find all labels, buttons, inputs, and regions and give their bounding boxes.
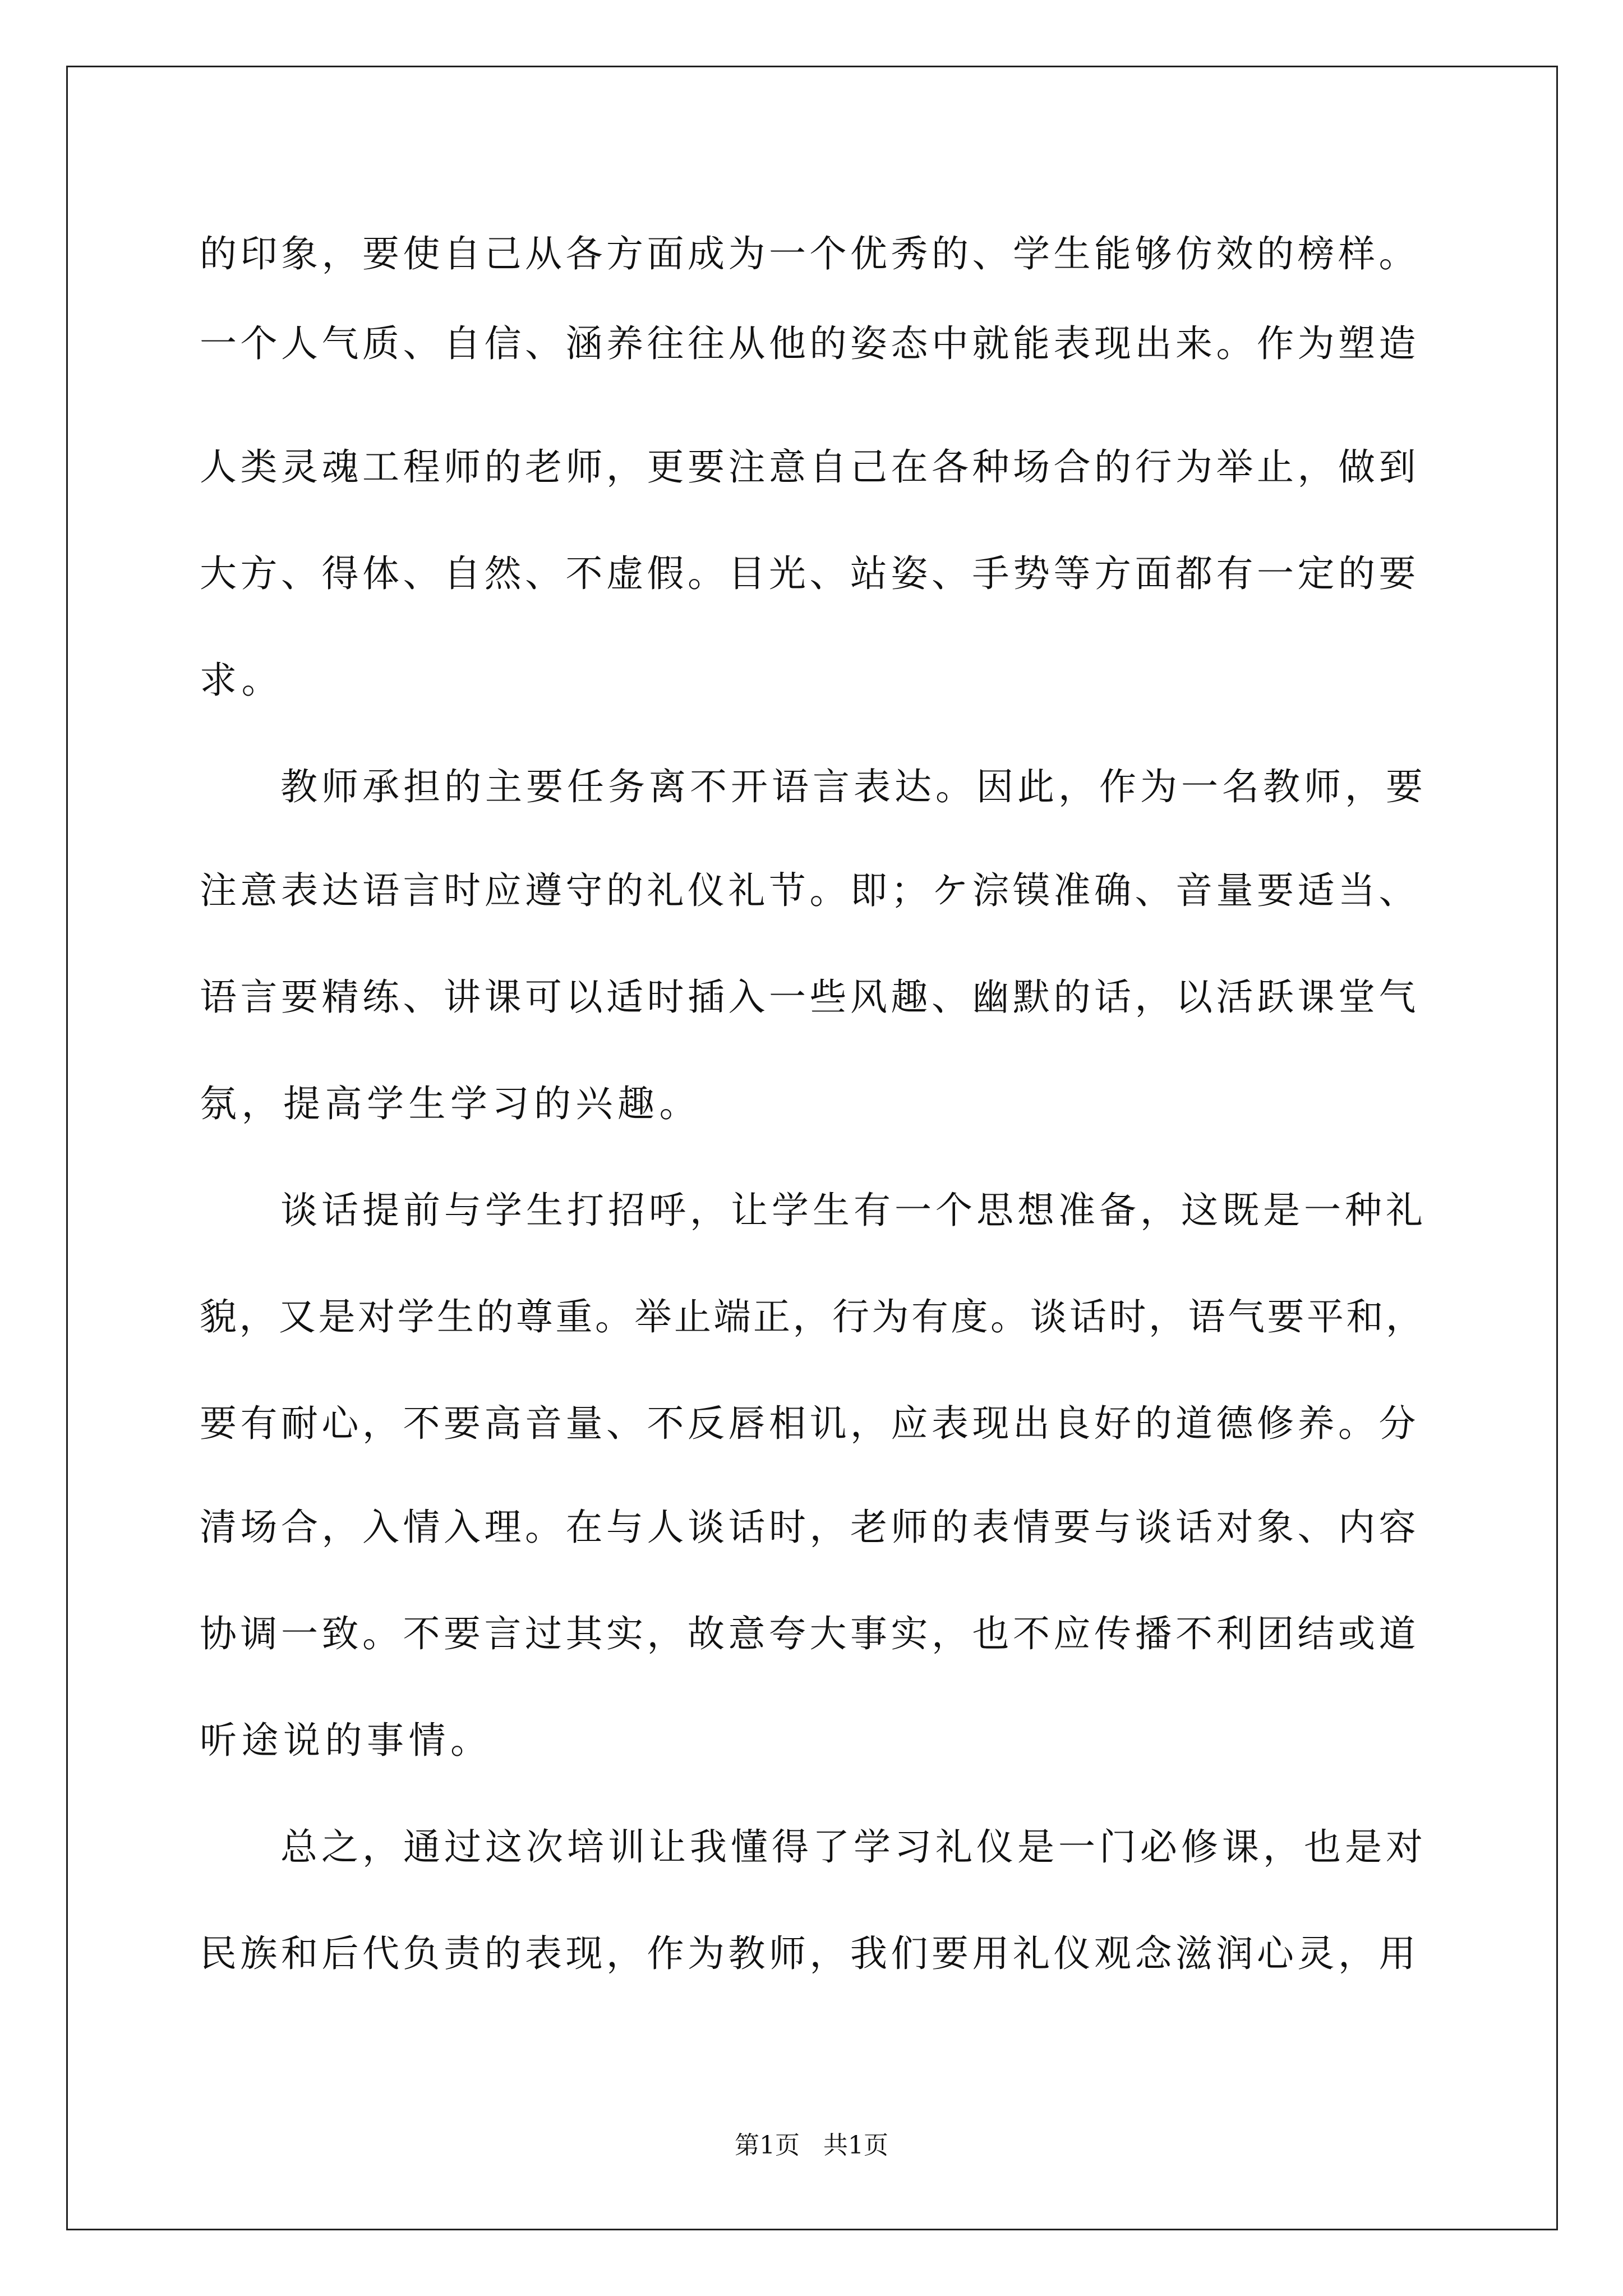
text-line-15: 听途说的事情。 [200,1719,492,1762]
text-line-9: 氛，提高学生学习的兴趣。 [200,1082,701,1125]
page-border [66,66,1558,2230]
text-line-5: 求。 [200,659,283,702]
text-line-8: 语言要精练、讲课可以适时插入一些风趣、幽默的话，以活跃课堂气 [200,976,1419,1019]
text-line-12: 要有耐心，不要高音量、不反唇相讥，应表现出良好的道德修养。分 [200,1402,1419,1445]
text-line-16: 总之，通过这次培训让我懂得了学习礼仪是一门必修课，也是对 [280,1825,1427,1869]
text-line-1: 的印象，要使自己从各方面成为一个优秀的、学生能够仿效的榜样。 [200,232,1419,275]
text-line-7: 注意表达语言时应遵守的礼仪礼节。即；ケ淙镆准确、音量要适当、 [200,869,1419,912]
text-line-3: 人类灵魂工程师的老师，更要注意自己在各种场合的行为举止，做到 [200,445,1419,489]
text-line-2: 一个人气质、自信、涵养往往从他的姿态中就能表现出来。作为塑造 [200,322,1419,365]
text-line-4: 大方、得体、自然、不虚假。目光、站姿、手势等方面都有一定的要 [200,552,1419,595]
page-footer: 第1页 共1页 [735,2131,888,2160]
text-line-13: 清场合，入情入理。在与人谈话时，老师的表情要与谈话对象、内容 [200,1506,1419,1549]
text-line-14: 协调一致。不要言过其实，故意夸大事实，也不应传播不利团结或道 [200,1612,1419,1655]
text-line-10: 谈话提前与学生打招呼，让学生有一个思想准备，这既是一种礼 [280,1189,1427,1232]
text-line-6: 教师承担的主要任务离不开语言表达。因此，作为一名教师，要 [280,765,1427,808]
text-line-17: 民族和后代负责的表现，作为教师，我们要用礼仪观念滋润心灵，用 [200,1932,1419,1975]
text-line-11: 貌，又是对学生的尊重。举止端正，行为有度。谈话时，语气要平和， [200,1295,1426,1338]
